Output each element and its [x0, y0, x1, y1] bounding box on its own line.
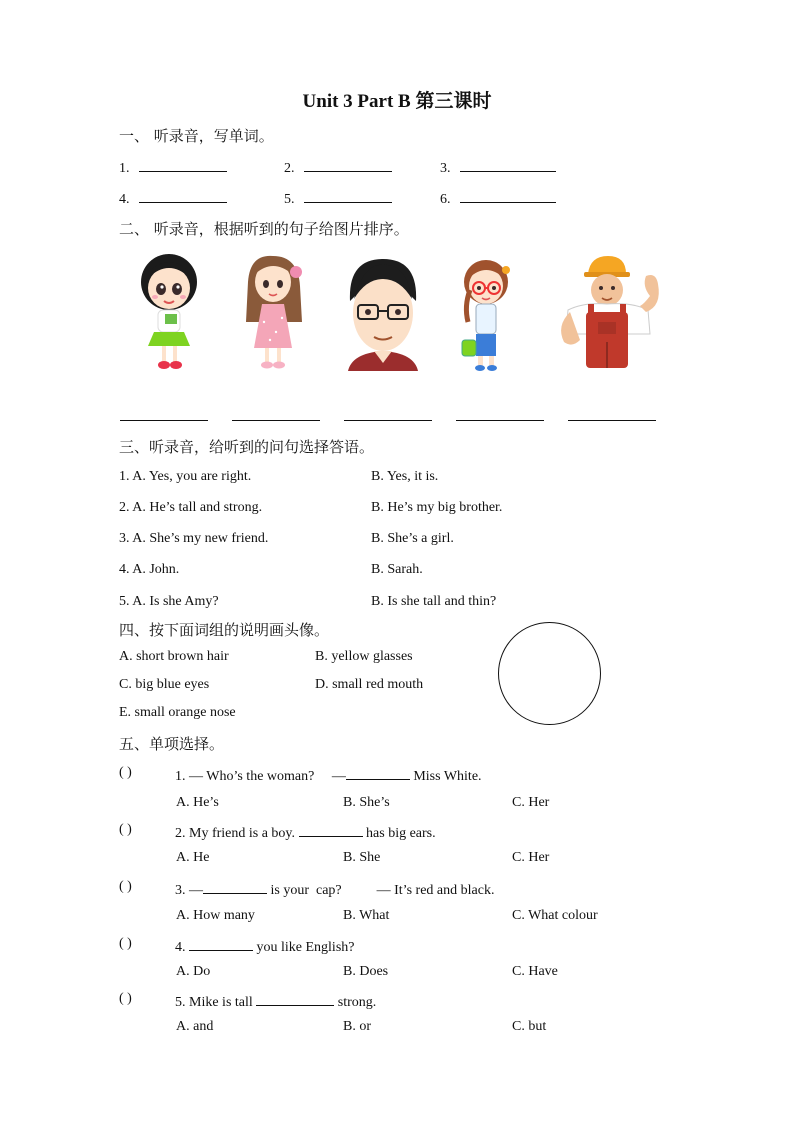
option-c: C. What colour: [512, 908, 598, 923]
question-4: 4. you like English?: [175, 936, 355, 956]
s3-option-b: B. Is she tall and thin?: [371, 594, 497, 609]
s3-option-b: B. Yes, it is.: [371, 469, 439, 484]
option-b: B. She: [343, 850, 381, 865]
s1-item-3: 3.: [440, 157, 556, 177]
s4-item-b: B. yellow glasses: [315, 649, 413, 664]
answer-blank[interactable]: [139, 188, 227, 203]
question-2: 2. My friend is a boy. has big ears.: [175, 822, 436, 842]
s4-item-e: E. small orange nose: [119, 705, 236, 720]
order-blank-3[interactable]: [344, 420, 432, 421]
order-blank-2[interactable]: [232, 420, 320, 421]
option-a: A. How many: [176, 908, 255, 923]
option-a: A. and: [176, 1019, 214, 1034]
section-3-heading: 三、听录音，给听到的问句选择答语。: [119, 438, 375, 456]
drawing-circle[interactable]: [498, 622, 601, 725]
answer-blank[interactable]: [460, 188, 556, 203]
answer-blank[interactable]: [460, 157, 556, 172]
option-b: B. What: [343, 908, 390, 923]
order-blank-4[interactable]: [456, 420, 544, 421]
fill-blank[interactable]: [189, 936, 253, 951]
s3-option-b: B. Sarah.: [371, 562, 423, 577]
option-b: B. or: [343, 1019, 371, 1034]
answer-blank[interactable]: [139, 157, 227, 172]
question-3: 3. — is your cap? — It’s red and black.: [175, 879, 494, 899]
order-blank-1[interactable]: [120, 420, 208, 421]
option-a: A. He’s: [176, 795, 219, 810]
fill-blank[interactable]: [203, 879, 267, 894]
answer-paren[interactable]: ( ): [119, 765, 132, 780]
s1-item-2: 2.: [284, 157, 392, 177]
s3-option-b: B. She’s a girl.: [371, 531, 454, 546]
s4-item-a: A. short brown hair: [119, 649, 229, 664]
option-c: C. Have: [512, 964, 558, 979]
girl-pink-dress-icon: [240, 252, 306, 372]
s1-item-5: 5.: [284, 188, 392, 208]
section-2-heading: 二、 听录音，根据听到的句子给图片排序。: [119, 220, 409, 238]
section-4-heading: 四、按下面词组的说明画头像。: [119, 621, 330, 639]
answer-blank[interactable]: [304, 188, 392, 203]
answer-paren[interactable]: ( ): [119, 991, 132, 1006]
fill-blank[interactable]: [256, 991, 334, 1006]
s4-item-c: C. big blue eyes: [119, 677, 210, 692]
section-1-heading: 一、 听录音，写单词。: [119, 127, 274, 145]
section-5-heading: 五、单项选择。: [119, 735, 225, 753]
option-c: C. but: [512, 1019, 547, 1034]
option-b: B. Does: [343, 964, 389, 979]
s3-option-a: 2. A. He’s tall and strong.: [119, 500, 263, 515]
s1-item-4: 4.: [119, 188, 227, 208]
question-5: 5. Mike is tall strong.: [175, 991, 376, 1011]
s4-item-d: D. small red mouth: [315, 677, 424, 692]
s3-option-b: B. He’s my big brother.: [371, 500, 503, 515]
answer-blank[interactable]: [304, 157, 392, 172]
s3-option-a: 5. A. Is she Amy?: [119, 594, 219, 609]
s1-item-6: 6.: [440, 188, 556, 208]
fill-blank[interactable]: [346, 765, 410, 780]
strong-worker-icon: [554, 256, 672, 368]
option-c: C. Her: [512, 795, 550, 810]
option-b: B. She’s: [343, 795, 390, 810]
s1-item-1: 1.: [119, 157, 227, 177]
boy-glasses-icon: [344, 255, 422, 371]
fill-blank[interactable]: [299, 822, 363, 837]
s3-option-a: 3. A. She’s my new friend.: [119, 531, 269, 546]
answer-paren[interactable]: ( ): [119, 822, 132, 837]
s3-option-a: 1. A. Yes, you are right.: [119, 469, 252, 484]
question-1: 1. — Who’s the woman? — Miss White.: [175, 765, 482, 785]
answer-paren[interactable]: ( ): [119, 936, 132, 951]
page-title: Unit 3 Part B 第三课时: [302, 91, 492, 112]
option-c: C. Her: [512, 850, 550, 865]
s3-option-a: 4. A. John.: [119, 562, 180, 577]
girl-short-hair-icon: [136, 252, 202, 372]
order-blank-5[interactable]: [568, 420, 656, 421]
girl-glasses-braid-icon: [456, 256, 518, 372]
option-a: A. He: [176, 850, 210, 865]
answer-paren[interactable]: ( ): [119, 879, 132, 894]
option-a: A. Do: [176, 964, 211, 979]
